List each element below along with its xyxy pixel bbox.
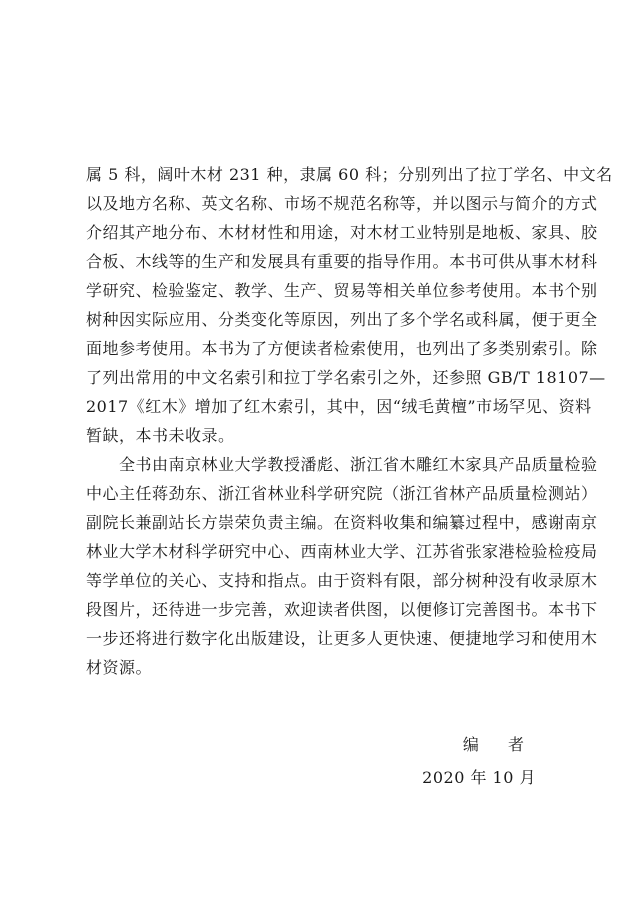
text-line: 材资源。 <box>86 658 153 677</box>
text-line: 树种因实际应用、分类变化等原因，列出了多个学名或科属，便于更全 <box>86 310 598 329</box>
paragraph-2 <box>86 450 598 682</box>
text-line: 副院长兼副站长方崇荣负责主编。在资料收集和编纂过程中，感谢南京 <box>86 513 598 532</box>
text-line: 中心主任蒋劲东、浙江省林业科学研究院（浙江省林产品质量检测站） <box>86 484 598 503</box>
text-line: 属 5 科，阔叶木材 231 种，隶属 60 科；分别列出了拉丁学名、中文名 <box>86 165 613 184</box>
text-line: 段图片，还待进一步完善，欢迎读者供图，以便修订完善图书。本书下 <box>86 600 598 619</box>
text-line: 一步还将进行数字化出版建设，让更多人更快速、便捷地学习和使用木 <box>86 629 598 648</box>
preface-body <box>86 160 613 682</box>
text-line: 暂缺，本书未收录。 <box>86 426 235 445</box>
preface-date: 2020 年 10 月 <box>422 768 536 787</box>
text-line: 介绍其产地分布、木材材性和用途，对木材工业特别是地板、家具、胶 <box>86 223 598 242</box>
paragraph-1 <box>86 160 613 450</box>
text-line: 学研究、检验鉴定、教学、生产、贸易等相关单位参考使用。本书个别 <box>86 281 598 300</box>
text-line: 了列出常用的中文名索引和拉丁学名索引之外，还参照 GB/T 18107— <box>86 368 606 387</box>
editor-signature: 编 者 <box>462 735 536 754</box>
text-line: 全书由南京林业大学教授潘彪、浙江省木雕红木家具产品质量检验 <box>86 455 598 474</box>
text-line: 等学单位的关心、支持和指点。由于资料有限，部分树种没有收录原木 <box>86 571 598 590</box>
text-line: 2017《红木》增加了红木索引，其中，因“绒毛黄檀”市场罕见、资料 <box>86 397 592 416</box>
text-line: 合板、木线等的生产和发展具有重要的指导作用。本书可供从事木材科 <box>86 252 598 271</box>
text-line: 林业大学木材科学研究中心、西南林业大学、江苏省张家港检验检疫局 <box>86 542 598 561</box>
text-line: 以及地方名称、英文名称、市场不规范名称等，并以图示与简介的方式 <box>86 194 598 213</box>
text-line: 面地参考使用。本书为了方便读者检索使用，也列出了多类别索引。除 <box>86 339 598 358</box>
